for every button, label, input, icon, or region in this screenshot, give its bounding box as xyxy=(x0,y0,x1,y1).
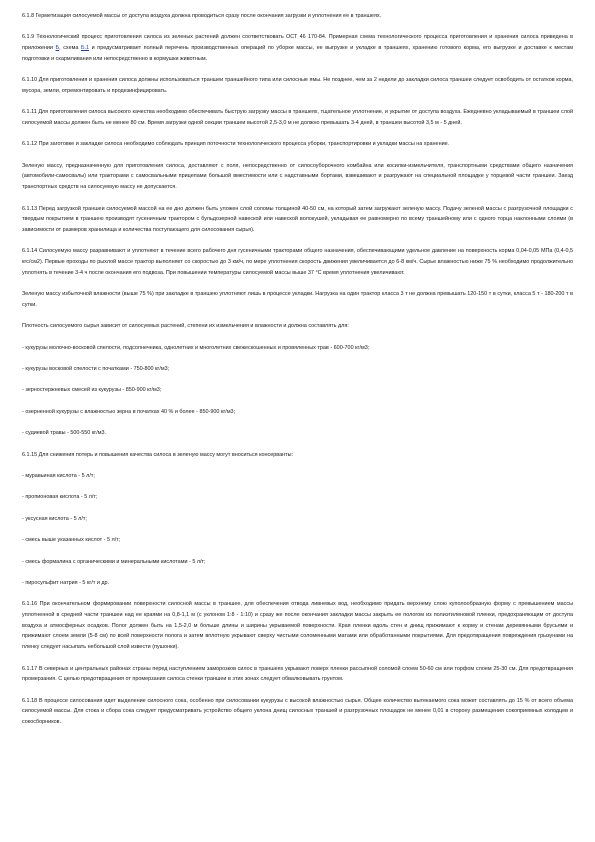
paragraph-6-1-11: 6.1.11 Для приготовления силоса высокого качества необходимо обеспечивать быструю загрузку массы в траншеях, тщательное уплотнение, и укрытие от доступа воздуха. Ежедневно укладываемый в траншеи слой силосуемой массы должен быть не менее 80 см. Время загрузки одной секции траншеи высотой 2,5-3,0 м не должно превышать 3-4 дней, в траншеи высотой 3,5 м - 5 дней. xyxy=(22,109,573,126)
preservative-list-item: - пиросульфит натрия - 5 кг/т и др. xyxy=(22,579,110,586)
preservative-list-item: - муравьиная кислота - 5 л/т; xyxy=(22,472,95,479)
paragraph-transport: Зеленую массу, предназначенную для приготовления силоса, доставляют с поля, непосредственно от силосоуборочного комбайна или косилки-измельчителя, транспортными средствами общего назначения (автомобили-самосвалы) или тракторами с самосвальными прицепами большой вместимости или с надставными бортами, взвешивают и разгружают на специальной площадке у торцевой части траншеи. Заезд транспортных средств на силосуемую массу не допускается. xyxy=(22,162,573,191)
paragraph-wet-mass: Зеленую массу избыточной влажности (выше 75 %) при закладке в траншею уплотняют лишь в процессе укладки. Нагрузка на один трактор класса 3 т не должна превышать 120-150 т в сутки, класса 5 т - 180-200 т в сутки. xyxy=(22,291,573,308)
paragraph-6-1-18: 6.1.18 В процессе силосования идет выделение силосного сока, особенно при силосовании кукурузы с высокой влажностью сырья. Общее количество вытекаемого сока может составлять до 15 % от всего объема силосуемой массы. Для стока и сбора сока следует предусматривать устройство общего уклона днищ силосных траншей и разгрузочных площадок не менее 0,01 в сторону размещения сокоприемных колодцев и сокосборников. xyxy=(22,697,573,726)
paragraph-6-1-10: 6.1.10 Для приготовления и хранения силоса должны использоваться траншеи траншейного типа или силосные ямы. Не позднее, чем за 2 недели до закладки силоса траншеи следует освободить от остатков корма, мусора, земли, отремонтировать и продезинфицировать. xyxy=(22,77,573,94)
density-list-item: - зерностержневых смесей из кукурузы - 850-900 кг/м3; xyxy=(22,387,162,394)
paragraph-density-intro: Плотность силосуемого сырья зависит от силосуемых растений, степени их измельчения и влажности и должна составлять для: xyxy=(22,323,349,330)
preservative-list-item: - пропионовая кислота - 5 л/т; xyxy=(22,494,98,501)
appendix-link[interactable]: Б xyxy=(55,45,60,52)
paragraph-6-1-16: 6.1.16 При окончательном формировании поверхности силосной массы в траншее, для обеспечения отвода ливневых вод, необходимо придать верхнему слою куполообразную форму с превышением массы уплотненной в средней части траншеи над ее краями на 0,8-1,1 м (с уклоном 1:8 - 1:10) и сразу же после окончания закладки массы закрыть ее пологом из полиэтиленовой пленки, предохраняющим от доступа воздуха и атмосферных осадков. Полог должен быть на 1,5-2,0 м больше длины и ширины укрываемой поверхности. Края пленки вдоль стен и днищ прижимают к корму и стенам деревянными брусьями и прижимают слоем земли (5-8 см) по всей поверхности полога и затем вплотную укрывают сверху чистыми соломенными матами или обработанными покрытиями. Для предотвращения повреждения грызунами на пленку следует насыпать небольшой слой извести (пушонки). xyxy=(22,601,573,651)
preservative-list-item: - смесь выше указанных кислот - 5 л/т; xyxy=(22,537,121,544)
paragraph-6-1-9-part-1: 6.1.9 Технологический процесс приготовления силоса из зеленых растений должен соответствовать ОСТ 46 170-84. Примерная схема технологического процесса приготовления и хранения силоса приведена в приложении xyxy=(22,34,573,52)
paragraph-6-1-12: 6.1.12 При заготовке и закладке силоса необходимо соблюдать принцип поточности технологического процесса уборки, транспортировки и укладки массы на хранение. xyxy=(22,141,450,148)
paragraph-6-1-9 xyxy=(22,32,573,64)
preservative-list-item: - уксусная кислота - 5 л/т; xyxy=(22,515,87,522)
paragraph-6-1-14: 6.1.14 Силосуемую массу разравнивают и уплотняют в течение всего рабочего дня гусеничными тракторами общего назначения, обеспечивающими удельное давление на поверхность корма 0,04-0,05 МПа (0,4-0,5 кгс/см2). Первые проходы по рыхлой массе трактор выполняет со скоростью до 3 км/ч, по мере уплотнения скорость движения увеличивается до 6-8 км/ч. Сырье влажностью ниже 75 % необходимо продолжительно уплотнять в течение 3-4 ч после окончания его подвоза. При повышении температуры силосуемой массы выше 37 °С время уплотнения увеличивают. xyxy=(22,248,573,276)
paragraph-6-1-9-part-2: , схема xyxy=(59,45,81,52)
paragraph-6-1-17: 6.1.17 В северных и центральных районах страны перед наступлением заморозков силос в траншеях укрывают поверх пленки рассыпной соломой слоем 50-60 см или торфом слоем 25-30 см. Для предотвращения промерзания. С целью предотвращения от промерзания силоса стенки траншеи в этих зонах следует обвалковывать грунтом. xyxy=(22,665,573,683)
preservative-list-item: - смесь формалина с органическими и минеральными кислотами - 5 л/т; xyxy=(22,558,206,565)
paragraph-6-1-8: 6.1.8 Герметизация силосуемой массы от доступа воздуха должна проводиться сразу после окончания загрузки и уплотнения ее в траншеях. xyxy=(22,13,382,19)
scheme-link[interactable]: Б.1 xyxy=(80,45,90,52)
density-list-item: - кукурузы молочно-восковой спелости, подсолнечника, однолетних и многолетних свежескошенных и провяленных трав - 600-700 кг/м3; xyxy=(22,344,370,351)
density-list-item: - кукурузы восковой спелости с початками - 750-800 кг/м3; xyxy=(22,366,170,373)
density-list-item: - судиевой травы - 500-550 кг/м3. xyxy=(22,430,106,437)
density-list-item: - озерненной кукурузы с влажностью зерна в початках 40 % и более - 850-900 кг/м3; xyxy=(22,408,236,415)
paragraph-6-1-13: 6.1.13 Перед загрузкой траншеи силосуемой массой на ее дно должен быть уложен слой соломы толщиной 40-50 см, на который затем загружают зеленую массу. Подачу зеленой массы с разгрузочной площадки с твердым покрытием в траншею производят гусеничным трактором с бульдозерной навеской или навеской волокушей, укладывая ее равномерно по всему траншейному или с одного торца наклонными слоями (в зависимости от размеров хранилища и количества поступающего для силосования сырья). xyxy=(22,205,573,233)
paragraph-6-1-15: 6.1.15 Для снижения потерь и повышения качества силоса в зеленую массу могут вноситься консерванты: xyxy=(22,451,294,458)
paragraph-6-1-9-part-3: и предусматривает полный перечень производственных операций по уборке массы, ее выгрузке и укладке в траншеях, хранению готового корма, его выгрузке и доставке к местам подготовки и скармливания или непосредственно в кормушки животным. xyxy=(22,45,574,62)
